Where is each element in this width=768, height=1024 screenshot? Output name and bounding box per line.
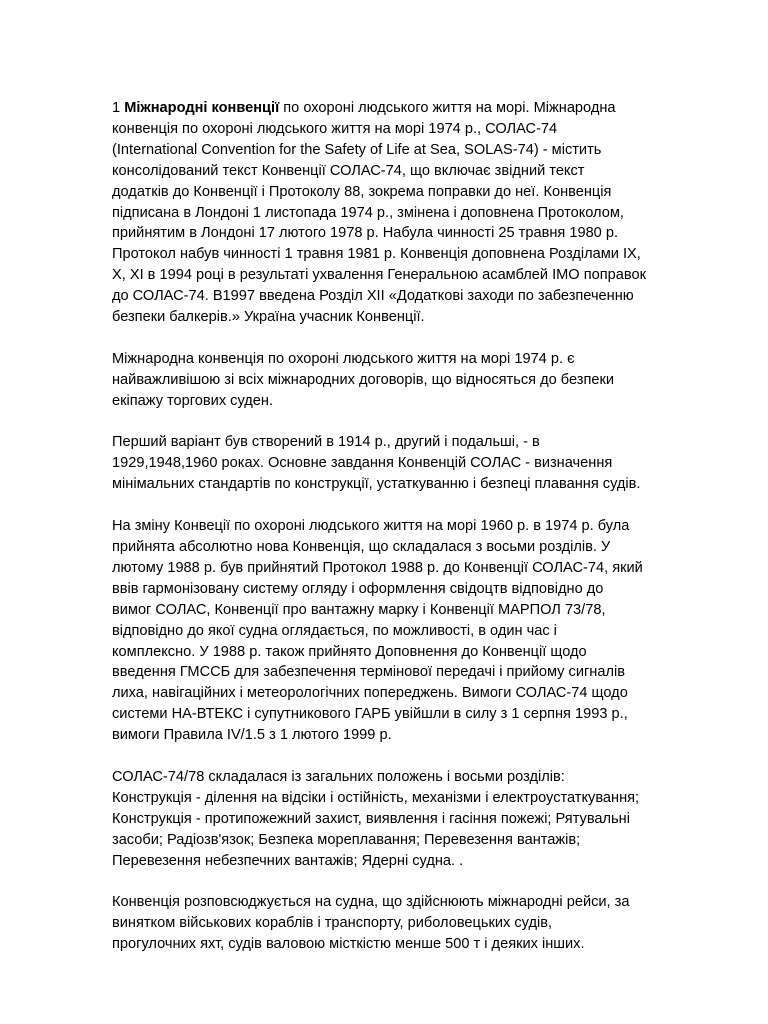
text-line: лиха, навігаційних і метеорологічних попереджень. Вимоги СОЛАС-74 щодо xyxy=(112,685,628,702)
text-line: 1929,1948,1960 роках. Основне завдання Конвенцій СОЛАС - визначення xyxy=(112,455,613,472)
text-line: екіпажу торгових суден. xyxy=(112,392,274,409)
text-line: консолідований текст Конвенції СОЛАС-74, що включає звідний текст xyxy=(112,162,585,179)
text-line: винятком військових кораблів і транспорту, риболовецьких судів, xyxy=(112,915,553,932)
text-line: Конструкція - протипожежний захист, виявлення і гасіння пожежі; Рятувальні xyxy=(112,810,630,827)
text-line: введення ГМССБ для забезпечення термінової передачі і прийому сигналів xyxy=(112,664,625,681)
text-line: (International Convention for the Safety of Life at Sea, SOLAS-74) - містить xyxy=(112,141,602,158)
text-line: прогулочних яхт, судів валовою місткістю менше 500 т і деяких інших. xyxy=(112,936,585,953)
text-line: Перевезення небезпечних вантажів; Ядерні судна. . xyxy=(112,852,464,869)
paragraph-history xyxy=(112,432,722,495)
text-line: відповідно до якої судна оглядається, по можливості, в один час і xyxy=(112,622,557,639)
text-line: комплексно. У 1988 р. також прийнято Доповнення до Конвенції щодо xyxy=(112,643,587,660)
text-line: конвенція по охороні людського життя на морі 1974 р., СОЛАС-74 xyxy=(112,120,558,137)
text-line: вимог СОЛАС, Конвенції про вантажну марку і Конвенції МАРПОЛ 73/78, xyxy=(112,601,606,618)
paragraph-importance xyxy=(112,349,722,412)
paragraph-structure xyxy=(112,767,722,872)
text-line: вимоги Правила IV/1.5 з 1 лютого 1999 р. xyxy=(112,727,392,744)
bold-term: Міжнародні конвенції xyxy=(124,100,280,116)
text-line: до СОЛАС-74. В1997 введена Розділ XII «Додаткові заходи по забезпеченню xyxy=(112,288,634,305)
text-line: прийнята абсолютно нова Конвенція, що складалася з восьми розділів. У xyxy=(112,538,611,555)
text-line xyxy=(112,98,722,119)
text-line: Конструкція - ділення на відсіки і остійність, механізми і електроустаткування; xyxy=(112,789,640,806)
text-line: прийнятим в Лондоні 17 лютого 1978 р. Набула чинності 25 травня 1980 р. xyxy=(112,225,619,242)
text-line: мінімальних стандартів по конструкції, устаткуванню і безпеці плавання судів. xyxy=(112,476,641,493)
text-line: найважливішою зі всіх міжнародних договорів, що відносяться до безпеки xyxy=(112,371,614,388)
paragraph-scope xyxy=(112,892,722,955)
text-line: Міжнародна конвенція по охороні людського життя на морі 1974 р. є xyxy=(112,350,575,367)
text-line: Протокол набув чинності 1 травня 1981 р. Конвенція доповнена Розділами IX, xyxy=(112,246,641,263)
text-line: На зміну Конвеції по охороні людського життя на морі 1960 р. в 1974 р. була xyxy=(112,518,630,535)
text-line: лютому 1988 р. був прийнятий Протокол 1988 р. до Конвенції СОЛАС-74, який xyxy=(112,559,643,576)
text-line: безпеки балкерів.» Україна учасник Конвенції. xyxy=(112,309,425,326)
paragraph-1974-convention xyxy=(112,516,722,746)
text-line: додатків до Конвенції і Протоколу 88, зокрема поправки до неї. Конвенція xyxy=(112,183,612,200)
document-body xyxy=(112,98,722,976)
text-line: Перший варіант був створений в 1914 р., другий і подальші, - в xyxy=(112,434,540,451)
paragraph-solas-overview xyxy=(112,98,722,328)
text-line: СОЛАС-74/78 складалася із загальних положень і восьми розділів: xyxy=(112,768,565,785)
text-line: Конвенція розповсюджується на судна, що здійснюють міжнародні рейси, за xyxy=(112,894,630,911)
text-line: X, XI в 1994 році в результаті ухвалення Генеральною асамблей IMO поправок xyxy=(112,267,646,284)
text-line: засоби; Радіозв'язок; Безпека мореплавання; Перевезення вантажів; xyxy=(112,831,581,848)
text-line: ввів гармонізовану систему огляду і оформлення свідоцтв відповідно до xyxy=(112,580,604,597)
text-line: системи НА-ВТЕКС і супутникового ГАРБ увійшли в силу з 1 серпня 1993 р., xyxy=(112,706,628,723)
paragraph-number: 1 xyxy=(112,100,121,116)
text-line: підписана в Лондоні 1 листопада 1974 р., змінена і доповнена Протоколом, xyxy=(112,204,624,221)
text-fragment: по охороні людського життя на морі. Міжнародна xyxy=(283,100,616,116)
